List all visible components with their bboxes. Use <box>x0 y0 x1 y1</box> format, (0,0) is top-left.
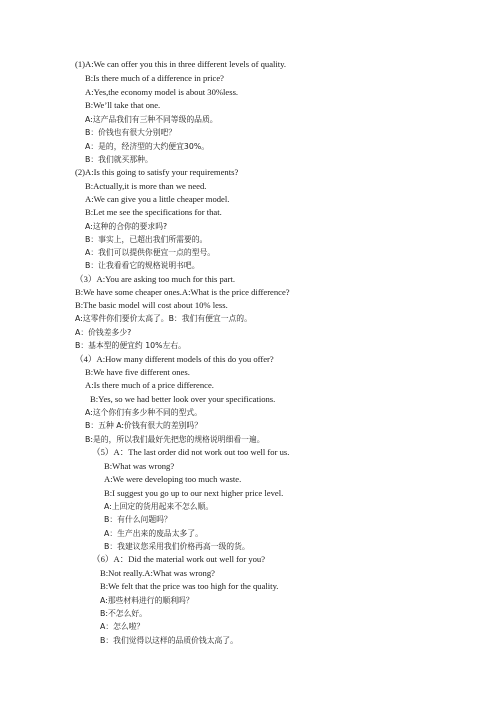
dialogue-line: B:Is there much of a difference in price? <box>85 73 224 83</box>
dialogue-line: B:Not really.A:What was wrong? <box>100 568 215 578</box>
dialogue-line: A：生产出来的废品太多了。 <box>104 529 203 538</box>
dialogue-line: A:上回定的货用起来不怎么顺。 <box>104 502 214 511</box>
dialogue-line: （3）A:You are asking too much for this part. <box>75 274 236 284</box>
dialogue-line: A：怎么啦？ <box>100 622 145 631</box>
dialogue-line: B:Let me see the specifications for that. <box>85 207 222 217</box>
dialogue-line: A：价钱差多少? <box>75 328 132 337</box>
dialogue-line: A:这产品我们有三种不同等级的品质。 <box>85 115 218 124</box>
dialogue-line: B：我们就买那种。 <box>85 155 153 164</box>
dialogue-line: (1)A:We can offer you this in three different levels of quality. <box>75 59 287 69</box>
dialogue-line: B:I suggest you go up to our next higher price level. <box>104 488 284 498</box>
dialogue-line: A:We were developing too much waste. <box>104 474 242 484</box>
dialogue-line: B：五种 A:价钱有很大的差别吗？ <box>85 421 203 430</box>
dialogue-line: B：价钱也有很大分别吧？ <box>85 128 177 137</box>
dialogue-line: B：我们觉得以这样的品质价钱太高了。 <box>100 636 238 645</box>
dialogue-line: B:We have some cheaper ones.A:What is the price difference? <box>75 287 290 297</box>
dialogue-line: A:Yes,the economy model is about 30%less. <box>85 87 239 97</box>
dialogue-line: B：我建议您采用我们价格再高一级的货。 <box>104 542 250 551</box>
dialogue-line: A:这种的合你的要求吗? <box>85 222 168 231</box>
dialogue-line: B:Actually,it is more than we need. <box>85 181 207 191</box>
dialogue-line: A:We can give you a little cheaper model. <box>85 194 230 204</box>
dialogue-line: B:不怎么好。 <box>100 609 147 618</box>
dialogue-line: B：有什么问题吗？ <box>104 515 172 524</box>
dialogue-line: B：让我看看它的规格说明书吧。 <box>85 261 200 270</box>
dialogue-line: A：是的，经济型的大约便宜30%。 <box>85 142 210 151</box>
dialogue-line: （4）A:How many different models of this do you offer? <box>75 354 274 364</box>
dialogue-line: B:We felt that the price was too high for the quality. <box>100 581 279 591</box>
dialogue-line: B:We have five different ones. <box>85 367 190 377</box>
dialogue-line: B：基本型的便宜约 10%左右。 <box>75 341 186 350</box>
dialogue-line: （5）A：The last order did not work out too well for us. <box>92 447 290 457</box>
dialogue-line: (2)A:Is this going to satisfy your requirements? <box>75 167 239 177</box>
dialogue-line: A:这个你们有多少种不同的型式。 <box>85 408 202 417</box>
dialogue-line: A:这零件你们要价太高了。B：我们有便宜一点的。 <box>75 314 252 323</box>
dialogue-line: （6）A：Did the material work out well for you? <box>92 554 266 564</box>
dialogue-line: A:Is there much of a price difference. <box>85 380 214 390</box>
dialogue-line: B:Yes, so we had better look over your specifications. <box>90 394 276 404</box>
dialogue-line: B:是的，所以我们最好先把您的规格说明细看一遍。 <box>85 435 265 444</box>
dialogue-line: B：事实上，已超出我们所需要的。 <box>85 235 208 244</box>
dialogue-line: B:What was wrong? <box>104 461 175 471</box>
dialogue-line: A:那些材料进行的顺利吗？ <box>100 596 194 605</box>
dialogue-line: B:The basic model will cost about 10% less. <box>75 300 228 310</box>
dialogue-line: A：我们可以提供你便宜一点的型号。 <box>85 248 216 257</box>
dialogue-line: B:We’ll take that one. <box>85 100 161 110</box>
